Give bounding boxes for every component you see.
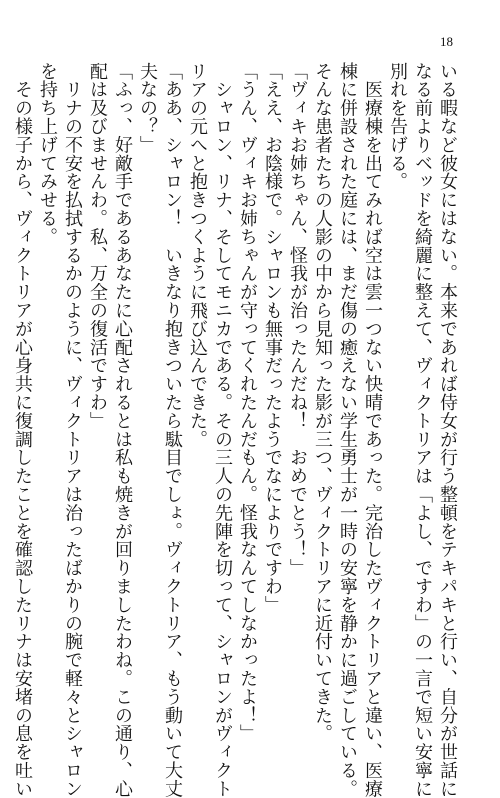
text-line: 「ヴィキお姉ちゃん、怪我が治ったんだね！ おめでとう！」 bbox=[287, 62, 308, 578]
text-line: リアの元へと抱きつくように飛び込んできた。 bbox=[187, 62, 208, 449]
text-line: その様子から、ヴィクトリアが心身共に復調したことを確認したリナは安堵の息を吐い bbox=[12, 62, 33, 798]
text-line: なる前よりベッドを綺麗に整えて、ヴィクトリアは「よし、ですわ」の一言で短い安寧に bbox=[412, 62, 433, 798]
text-line: 「ふっ、好敵手であるあなたに心配されるとは私も焼きが回りましたわね。この通り、心 bbox=[112, 62, 133, 798]
text-line: 夫なの？」 bbox=[137, 62, 158, 154]
text-line: 「ああ、シャロン！ いきなり抱きついたら駄目でしょ。ヴィクトリア、もう動いて大丈 bbox=[162, 62, 183, 798]
text-line: 配は及びませんわ。私、万全の復活ですわ」 bbox=[87, 62, 108, 430]
text-line: いる暇など彼女にはない。本来であれば侍女が行う整頓をテキパキと行い、自分が世話に bbox=[437, 62, 458, 798]
text-line: 「うん、ヴィキお姉ちゃんが守ってくれたんだもん。怪我なんてしなかったよ！」 bbox=[237, 62, 258, 743]
text-line: シャロン、リナ、そしてモニカである。その三人の先陣を切って、シャロンがヴィクト bbox=[212, 62, 233, 798]
text-line: を持ち上げてみせる。 bbox=[37, 62, 58, 246]
text-line: 棟に併設された庭には、まだ傷の癒えない学生勇士が一時の安寧を静かに過ごしている。 bbox=[337, 62, 358, 798]
text-line: 「ええ、お陰様で。シャロンも無事だったようでなによりですわ」 bbox=[262, 62, 283, 614]
text-line: そんな患者たちの人影の中から見知った影が三つ、ヴィクトリアに近付いてきた。 bbox=[312, 62, 333, 743]
body-text bbox=[12, 62, 460, 798]
text-line: 医療棟を出てみれば空は雲一つない快晴であった。完治したヴィクトリアと違い、医療 bbox=[362, 62, 383, 798]
text-line: リナの不安を払拭するかのように、ヴィクトリアは治ったばかりの腕で軽々とシャロン bbox=[62, 62, 83, 798]
page-number: 18 bbox=[440, 34, 453, 49]
text-line: 別れを告げる。 bbox=[387, 62, 408, 191]
